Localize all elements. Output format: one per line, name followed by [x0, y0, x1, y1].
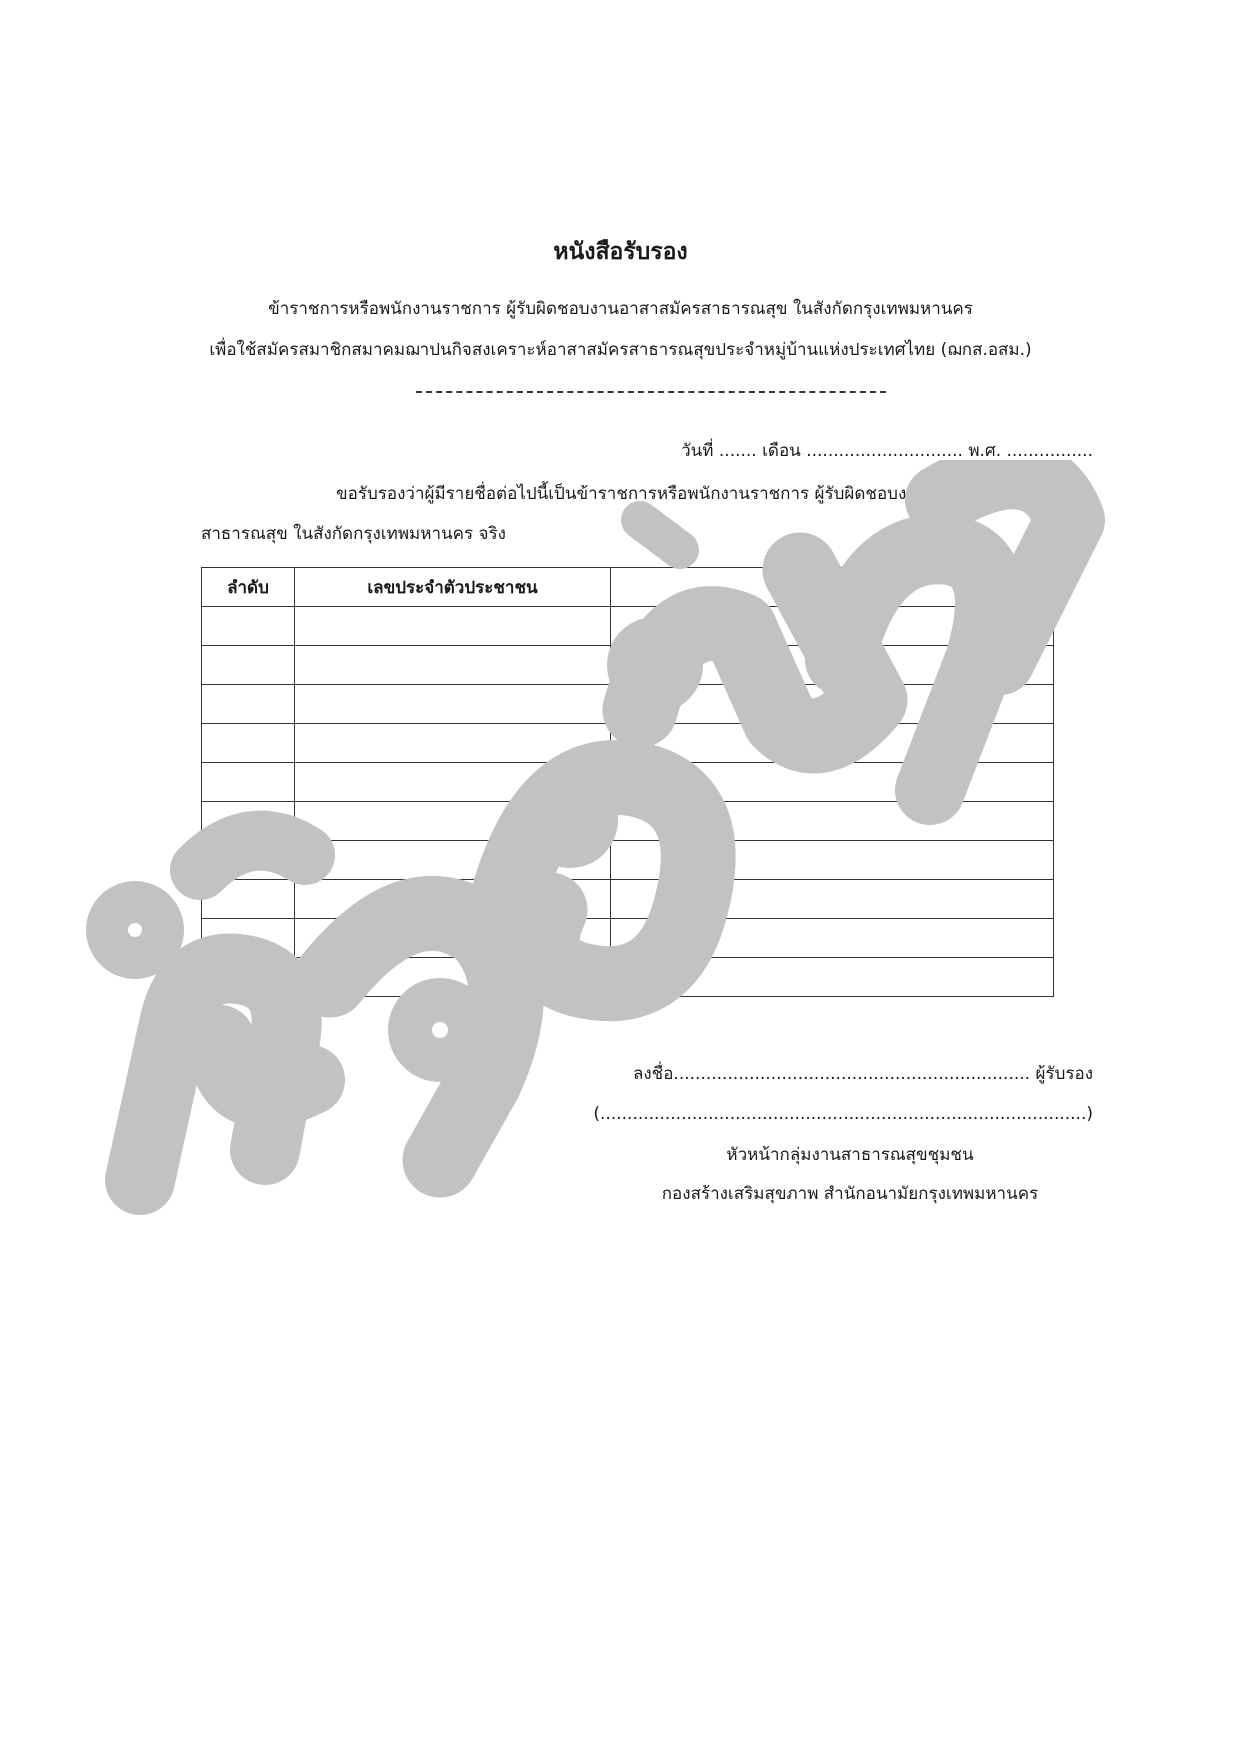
table-row	[202, 802, 1054, 841]
signature-line: ลงชื่อ.................................................................. ผู้รับรอง	[632, 1064, 1093, 1084]
header-full-name: ชื่อสกุล	[611, 568, 1054, 607]
cell-full-name	[611, 607, 1054, 646]
header-order: ลำดับ	[202, 568, 295, 607]
table-row	[202, 724, 1054, 763]
cell-full-name	[611, 958, 1054, 997]
cell-full-name	[611, 880, 1054, 919]
watermark-glyph-6	[640, 520, 680, 550]
watermark-glyph-1	[140, 969, 310, 1180]
table-row	[202, 763, 1054, 802]
cell-order	[202, 919, 295, 958]
cell-order	[202, 958, 295, 997]
cell-order	[202, 841, 295, 880]
cell-order	[202, 880, 295, 919]
cell-citizen-id	[295, 607, 611, 646]
cell-full-name	[611, 802, 1054, 841]
table-row	[202, 646, 1054, 685]
certification-text-line-2: สาธารณสุข ในสังกัดกรุงเทพมหานคร จริง	[201, 524, 506, 544]
cell-citizen-id	[295, 646, 611, 685]
cell-order	[202, 607, 295, 646]
header-citizen-id: เลขประจำตัวประชาชน	[295, 568, 611, 607]
cell-order	[202, 646, 295, 685]
cell-full-name	[611, 724, 1054, 763]
cell-citizen-id	[295, 841, 611, 880]
cell-citizen-id	[295, 958, 611, 997]
signer-position-line-1: หัวหน้ากลุ่มงานสาธารณสุขชุมชน	[726, 1145, 974, 1165]
dashed-separator	[416, 391, 886, 393]
cell-full-name	[611, 919, 1054, 958]
table-row	[202, 685, 1054, 724]
cell-citizen-id	[295, 685, 611, 724]
cell-full-name	[611, 763, 1054, 802]
cell-citizen-id	[295, 919, 611, 958]
subtitle-line-2: เพื่อใช้สมัครสมาชิกสมาคมฌาปนกิจสงเคราะห์อาสาสมัครสาธารณสุขประจำหมู่บ้านแห่งประเทศไทย (ฌกส.อสม.)	[209, 340, 1032, 360]
printed-name-line: (..........................................................................................)	[593, 1104, 1093, 1124]
table-body	[202, 607, 1054, 997]
cell-full-name	[611, 841, 1054, 880]
date-line: วันที่ ....... เดือน ............................. พ.ศ. ................	[681, 441, 1093, 461]
cell-order	[202, 763, 295, 802]
cell-order	[202, 685, 295, 724]
table-row	[202, 919, 1054, 958]
signer-position-line-2: กองสร้างเสริมสุขภาพ สำนักอนามัยกรุงเทพมหานคร	[661, 1184, 1039, 1204]
table-row	[202, 880, 1054, 919]
table-header-row	[202, 568, 1054, 607]
watermark-glyph-3-loop	[410, 1000, 470, 1060]
cell-citizen-id	[295, 724, 611, 763]
cell-order	[202, 724, 295, 763]
watermark-glyph-1-loop	[107, 902, 163, 958]
document-title: หนังสือรับรอง	[553, 239, 688, 265]
cell-order	[202, 802, 295, 841]
cell-full-name	[611, 646, 1054, 685]
certification-table	[201, 567, 1054, 997]
subtitle-line-1: ข้าราชการหรือพนักงานราชการ ผู้รับผิดชอบงานอาสาสมัครสาธารณสุข ในสังกัดกรุงเทพมหานคร	[268, 299, 973, 319]
cell-citizen-id	[295, 802, 611, 841]
table-row	[202, 958, 1054, 997]
cell-citizen-id	[295, 763, 611, 802]
cell-full-name	[611, 685, 1054, 724]
table-row	[202, 841, 1054, 880]
certification-text-line-1: ขอรับรองว่าผู้มีรายชื่อต่อไปนี้เป็นข้าราชการหรือพนักงานราชการ ผู้รับผิดชอบงานอาสาสมัคร	[336, 484, 1010, 504]
table-row	[202, 607, 1054, 646]
cell-citizen-id	[295, 880, 611, 919]
